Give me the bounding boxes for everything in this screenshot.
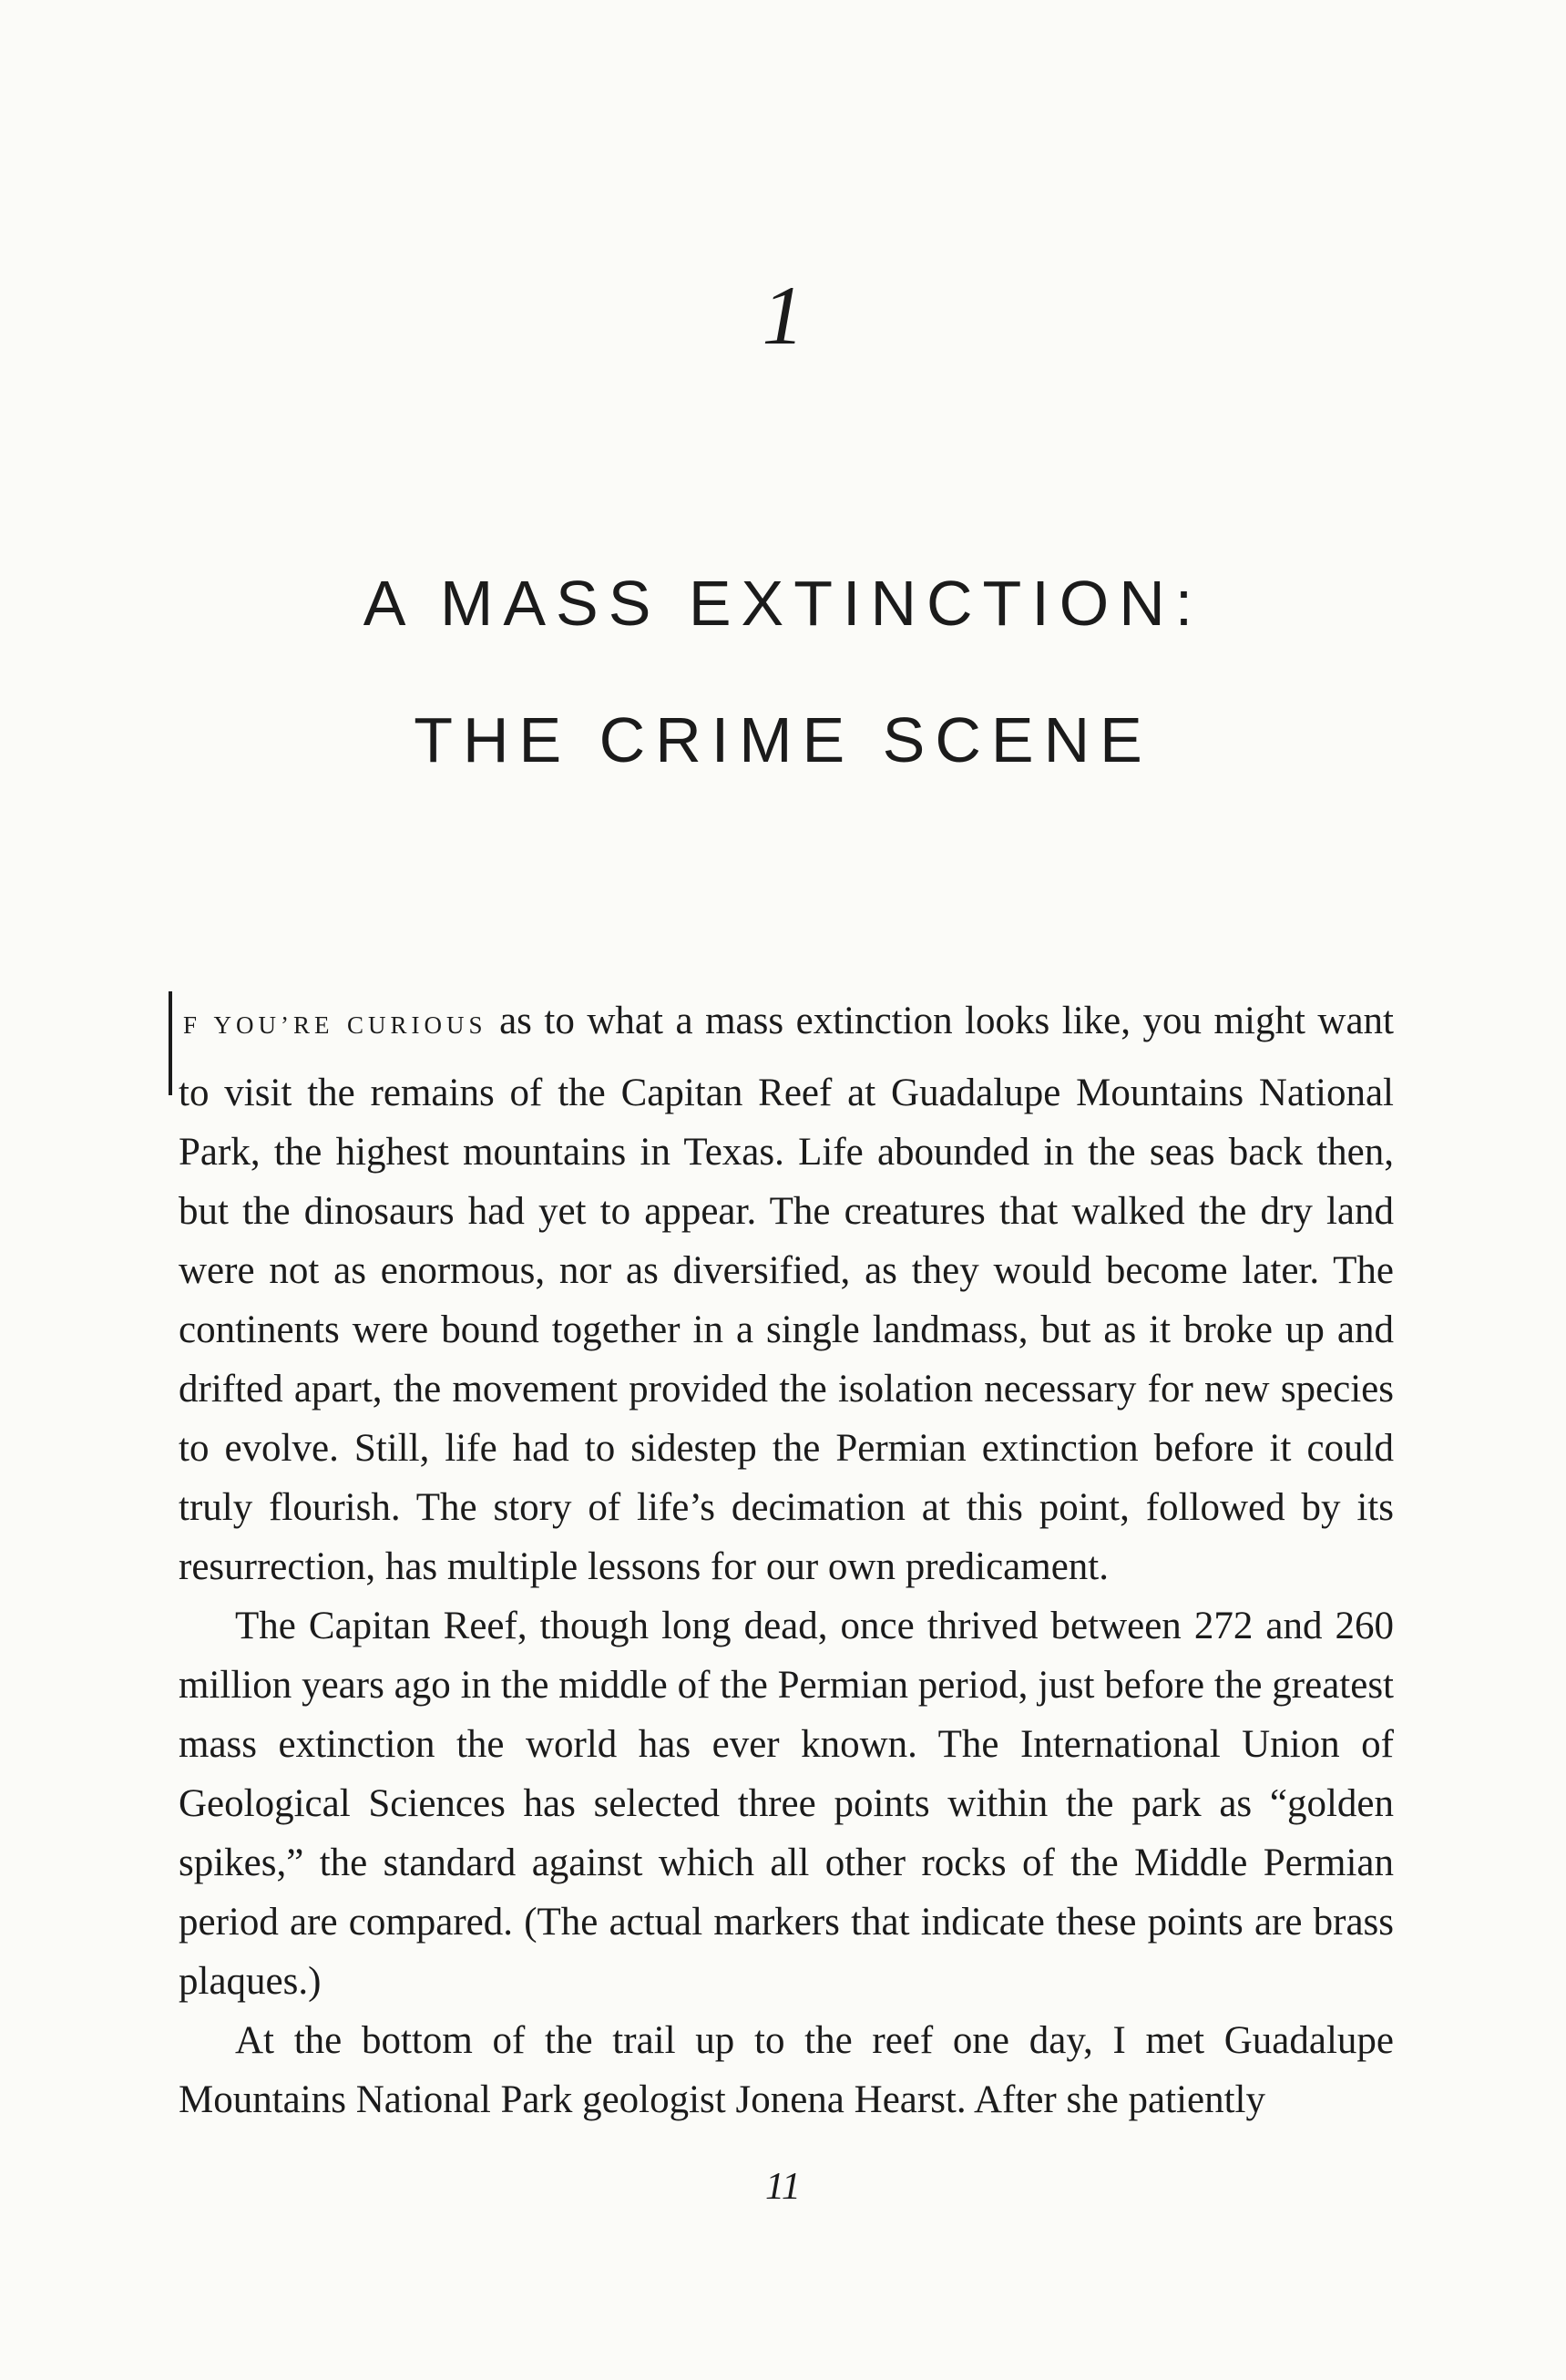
- opening-small-caps-text: F YOU’RE CURIOUS: [183, 1011, 487, 1039]
- body-text: [179, 991, 1394, 2129]
- opening-small-caps: [179, 1011, 487, 1039]
- chapter-title-line-2: THE CRIME SCENE: [414, 703, 1152, 775]
- paragraph-1: [179, 991, 1394, 1596]
- chapter-title-line-1: A MASS EXTINCTION:: [363, 567, 1203, 639]
- chapter-title: [0, 535, 1566, 808]
- page-number: 11: [765, 2166, 801, 2208]
- paragraph-2: The Capitan Reef, though long dead, once thrived between 272 and 260 million years ago in the middle of the Permian period, just before the greatest mass extinction the world has ever known. The International Union of Geological Sciences has selected three points within the park as “golden spikes,” the standard against which all other rocks of the Middle Permian period are compared. (The actual markers that indicate these points are brass plaques.): [179, 1605, 1394, 2003]
- drop-cap: [169, 991, 172, 1095]
- paragraph-3: At the bottom of the trail up to the reef one day, I met Guadalupe Mountains National Park geologist Jonena Hearst. After she patiently: [179, 2019, 1394, 2121]
- paragraph-1-text: as to what a mass extinction looks like, you might want to visit the remains of the Capitan Reef at Guadalupe Mountains National Park, the highest mountains in Texas. Life abounded in the seas back then, but the dinosaurs had yet to appear. The creatures that walked the dry land were not as enormous, nor as diversified, as they would become later. The continents were bound together in a single landmass, but as it broke up and drifted apart, the movement provided the isolation necessary for new species to evolve. Still, life had to sidestep the Permian extinction before it could truly flourish. The story of life’s decimation at this point, followed by its resurrection, has multiple lessons for our own predicament.: [179, 1000, 1394, 1588]
- chapter-number: 1: [762, 269, 804, 362]
